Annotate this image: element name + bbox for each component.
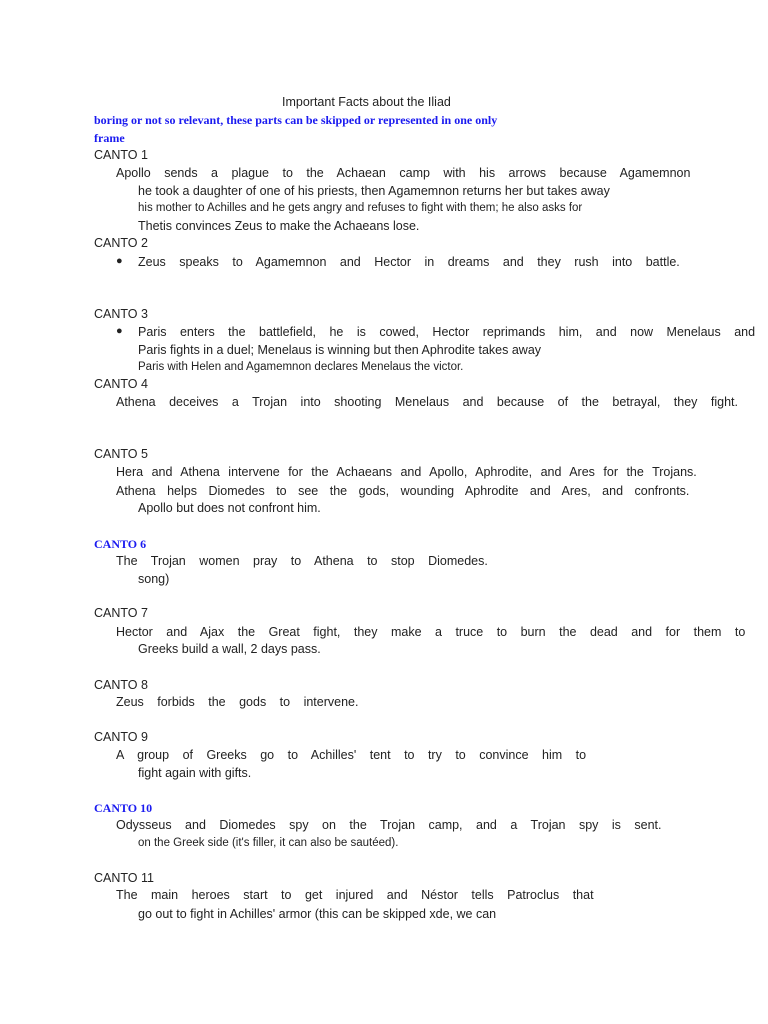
canto-5-line-3: Apollo but does not confront him.: [138, 501, 321, 515]
canto-11-line-1: The main heroes start to get injured and Néstor tells Patroclus that: [116, 888, 594, 902]
document-title: Important Facts about the Iliad: [282, 95, 451, 109]
bullet-icon: ●: [116, 325, 123, 337]
canto-6-line-2: song): [138, 572, 170, 586]
canto-1-heading: CANTO 1: [94, 148, 148, 162]
canto-5-heading: CANTO 5: [94, 447, 148, 461]
canto-9-line-2: fight again with gifts.: [138, 766, 252, 780]
canto-4-line-1: Athena deceives a Trojan into shooting Menelaus and because of the betrayal, they fight.: [116, 395, 738, 409]
canto-10-heading: CANTO 10: [94, 801, 153, 815]
canto-11-line-2: go out to fight in Achilles' armor (this can be skipped xde, we can: [138, 907, 497, 921]
canto-6-heading: CANTO 6: [94, 537, 147, 551]
canto-1-line-2: he took a daughter of one of his priests, then Agamemnon returns her but takes away: [138, 184, 610, 198]
canto-6-line-1: The Trojan women pray to Athena to stop Diomedes.: [116, 554, 488, 568]
canto-5-line-1: Hera and Athena intervene for the Achaeans and Apollo, Aphrodite, and Ares for the Trojans.: [116, 465, 697, 479]
bullet-icon: ●: [116, 255, 123, 267]
canto-9-heading: CANTO 9: [94, 730, 148, 744]
canto-7-line-1: Hector and Ajax the Great fight, they make a truce to burn the dead and for them to: [116, 625, 746, 639]
canto-11-heading: CANTO 11: [94, 871, 154, 885]
canto-1-line-4: Thetis convinces Zeus to make the Achaeans lose.: [138, 219, 420, 233]
canto-7-heading: CANTO 7: [94, 606, 148, 620]
canto-1-line-1: Apollo sends a plague to the Achaean camp with his arrows because Agamemnon: [116, 166, 691, 180]
canto-1-line-3: his mother to Achilles and he gets angry and refuses to fight with them; he also asks for: [138, 202, 583, 214]
note-line-1: boring or not so relevant, these parts can be skipped or represented in one only: [94, 113, 498, 127]
canto-8-line-1: Zeus forbids the gods to intervene.: [116, 695, 359, 709]
canto-2-heading: CANTO 2: [94, 236, 148, 250]
canto-7-line-2: Greeks build a wall, 2 days pass.: [138, 642, 321, 656]
canto-3-heading: CANTO 3: [94, 307, 148, 321]
canto-5-line-2: Athena helps Diomedes to see the gods, wounding Aphrodite and Ares, and confronts.: [116, 484, 690, 498]
note-line-2: frame: [94, 131, 125, 145]
canto-4-heading: CANTO 4: [94, 377, 148, 391]
canto-10-line-1: Odysseus and Diomedes spy on the Trojan camp, and a Trojan spy is sent.: [116, 818, 662, 832]
canto-2-line-1: Zeus speaks to Agamemnon and Hector in dreams and they rush into battle.: [138, 255, 680, 269]
canto-3-line-2: Paris fights in a duel; Menelaus is winning but then Aphrodite takes away: [138, 343, 542, 357]
canto-3-line-1: Paris enters the battlefield, he is cowed, Hector reprimands him, and now Menelaus and: [138, 325, 756, 339]
canto-3-line-3: Paris with Helen and Agamemnon declares Menelaus the victor.: [138, 361, 464, 373]
canto-8-heading: CANTO 8: [94, 678, 148, 692]
canto-10-line-2: on the Greek side (it's filler, it can also be sautéed).: [138, 837, 399, 849]
canto-9-line-1: A group of Greeks go to Achilles' tent to try to convince him to: [116, 748, 587, 762]
